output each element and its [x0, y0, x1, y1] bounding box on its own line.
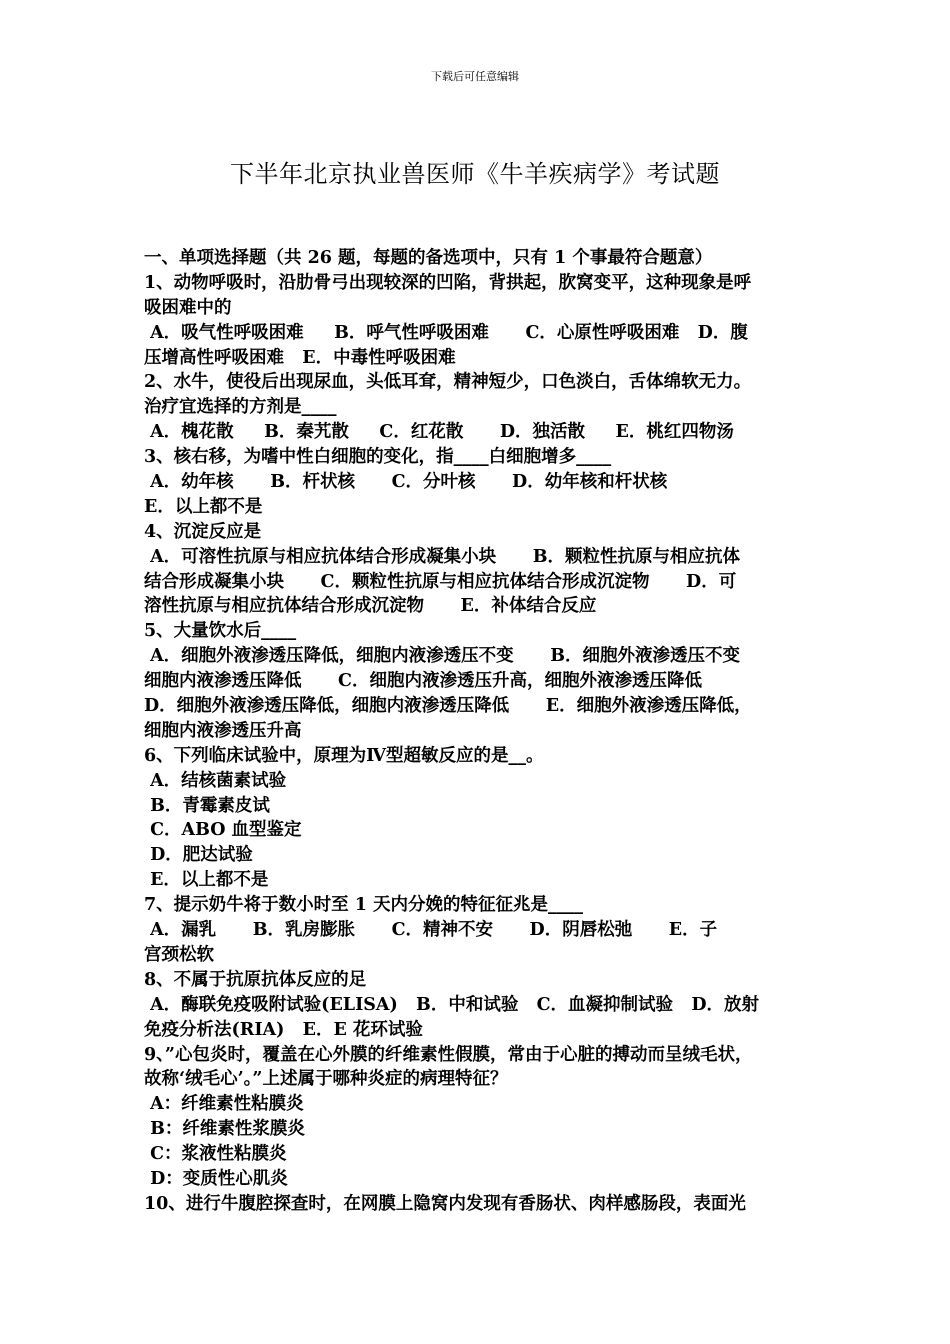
document-title: 下半年北京执业兽医师《牛羊疾病学》考试题 [230, 160, 720, 188]
text-line: A．吸气性呼吸困难 B．呼气性呼吸困难 C．心原性呼吸困难 D．腹 [144, 322, 748, 343]
text-line: 4、沉淀反应是 [144, 521, 262, 542]
text-line: 压增高性呼吸困难 E．中毒性呼吸困难 [144, 347, 456, 368]
text-line: A．酶联免疫吸附试验(ELISA) B．中和试验 C．血凝抑制试验 D．放射 [144, 994, 760, 1015]
text-line: 9、”心包炎时，覆盖在心外膜的纤维素性假膜，常由于心脏的搏动而呈绒毛状， [144, 1044, 753, 1065]
text-line: A：纤维素性粘膜炎 [144, 1094, 304, 1115]
text-line: B：纤维素性浆膜炎 [144, 1119, 305, 1140]
text-line: A．可溶性抗原与相应抗体结合形成凝集小块 B．颗粒性抗原与相应抗体 [144, 546, 741, 567]
text-line: 6、下列临床试验中，原理为Ⅳ型超敏反应的是__。 [144, 745, 544, 766]
text-line: A．细胞外液渗透压降低，细胞内液渗透压不变 B．细胞外液渗透压不变 [144, 646, 741, 667]
text-line: D．细胞外液渗透压降低，细胞内液渗透压降低 E．细胞外液渗透压降低， [144, 696, 752, 717]
text-line: B．青霉素皮试 [144, 795, 270, 816]
text-line: 细胞内液渗透压升高 [144, 720, 302, 741]
text-line: D：变质性心肌炎 [144, 1168, 288, 1189]
text-line: C：浆液性粘膜炎 [144, 1144, 287, 1165]
text-line: 吸困难中的 [144, 297, 232, 318]
text-line: A．槐花散 B．秦艽散 C．红花散 D．独活散 E．桃红四物汤 [144, 422, 734, 443]
text-line: A．漏乳 B．乳房膨胀 C．精神不安 D．阴唇松弛 E．子 [144, 920, 718, 941]
text-line: E．以上都不是 [144, 870, 269, 891]
text-line: 细胞内液渗透压降低 C．细胞内液渗透压升高，细胞外液渗透压降低 [144, 671, 702, 692]
text-line: D．肥达试验 [144, 845, 253, 866]
text-line: 治疗宜选择的方剂是____ [144, 397, 337, 418]
text-line: 3、核右移，为嗜中性白细胞的变化，指____白细胞增多____ [144, 447, 612, 468]
document-body [144, 246, 812, 1217]
text-line: 一、单项选择题（共 26 题，每题的备选项中，只有 1 个事最符合题意） [144, 248, 713, 268]
text-line: 2、水牛，使役后出现尿血，头低耳耷，精神短少，口色淡白，舌体绵软无力。 [144, 372, 752, 393]
text-line: 溶性抗原与相应抗体结合形成沉淀物 E．补体结合反应 [144, 596, 597, 617]
text-line: 10、进行牛腹腔探查时，在网膜上隐窝内发现有香肠状、肉样感肠段，表面光 [144, 1193, 746, 1214]
text-line: C．ABO 血型鉴定 [144, 820, 302, 841]
text-line: E．以上都不是 [144, 496, 263, 517]
text-line: 免疫分析法(RIA) E．E 花环试验 [144, 1019, 423, 1040]
text-line: 结合形成凝集小块 C．颗粒性抗原与相应抗体结合形成沉淀物 D．可 [144, 571, 737, 592]
text-line: 8、不属于抗原抗体反应的足 [144, 969, 367, 990]
text-line: A．幼年核 B．杆状核 C．分叶核 D．幼年核和杆状核 [144, 472, 668, 493]
text-line: 宫颈松软 [144, 944, 214, 965]
text-line: 7、提示奶牛将于数小时至 1 天内分娩的特征征兆是____ [144, 895, 584, 916]
text-line: 5、大量饮水后____ [144, 621, 297, 642]
text-line: 故称‘绒毛心’。”上述属于哪种炎症的病理特征？ [144, 1069, 508, 1090]
page-header: 下载后可任意编辑 [431, 70, 519, 83]
text-line: 1、动物呼吸时，沿肋骨弓出现较深的凹陷，背拱起，肷窝变平，这种现象是呼 [144, 272, 752, 293]
text-line: A．结核菌素试验 [144, 770, 287, 791]
